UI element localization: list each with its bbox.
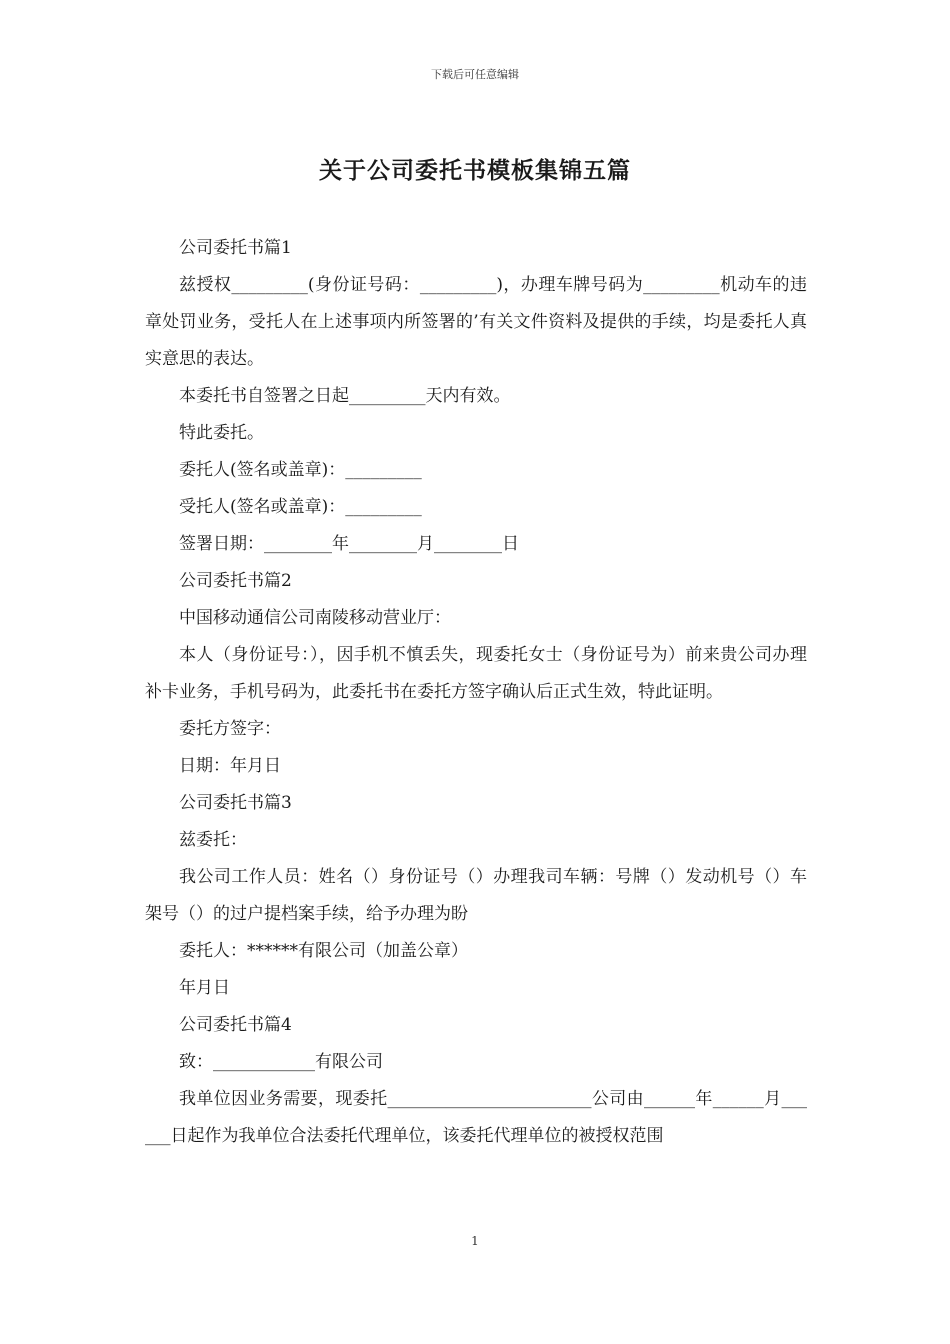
principal-signature-line: 委托人(签名或盖章)：_________ (179, 460, 422, 480)
section-heading-2: 公司委托书篇2 (179, 571, 292, 591)
header-note: 下载后可任意编辑 (431, 68, 519, 81)
section-heading-3: 公司委托书篇3 (179, 793, 292, 813)
validity-paragraph: 本委托书自签署之日起_________天内有效。 (179, 386, 511, 406)
recipient-line: 致：____________有限公司 (179, 1052, 383, 1072)
section-heading-4: 公司委托书篇4 (179, 1015, 292, 1035)
company-principal-line: 委托人：******有限公司（加盖公章） (179, 941, 468, 961)
date-line: 日期：年月日 (179, 756, 281, 776)
authorization-paragraph: 兹授权_________(身份证号码：_________)，办理车牌号码为_________机动车的违章处罚业务，受托人在上述事项内所签署的’有关文件资料及提供的手续，均是委托人真实意思的表达。 (145, 275, 807, 369)
principal-sign-label: 委托方签字： (179, 719, 281, 739)
lost-phone-paragraph: 本人（身份证号：），因手机不慎丢失，现委托女士（身份证号为）前来贵公司办理补卡业务，手机号码为，此委托书在委托方签字确认后正式生效，特此证明。 (145, 645, 807, 702)
page-number: 1 (471, 1234, 479, 1248)
closing-line: 特此委托。 (179, 423, 264, 443)
signing-date-line: 签署日期：________年________月________日 (179, 534, 519, 554)
date-line-2: 年月日 (179, 978, 230, 998)
agency-paragraph: 我单位因业务需要，现委托________________________公司由______年______月______日起作为我单位合法委托代理单位，该委托代理单位的被授权范围 (145, 1089, 807, 1146)
document-title: 关于公司委托书模板集锦五篇 (319, 157, 631, 184)
entrust-label: 兹委托： (179, 830, 247, 850)
section-heading-1: 公司委托书篇1 (179, 238, 292, 258)
vehicle-transfer-paragraph: 我公司工作人员：姓名（）身份证号（）办理我司车辆：号牌（）发动机号（）车架号（）的过户提档案手续，给予办理为盼 (145, 867, 807, 924)
addressee-line: 中国移动通信公司南陵移动营业厅： (179, 608, 451, 628)
document-body (145, 230, 807, 1155)
agent-signature-line: 受托人(签名或盖章)：_________ (179, 497, 422, 517)
